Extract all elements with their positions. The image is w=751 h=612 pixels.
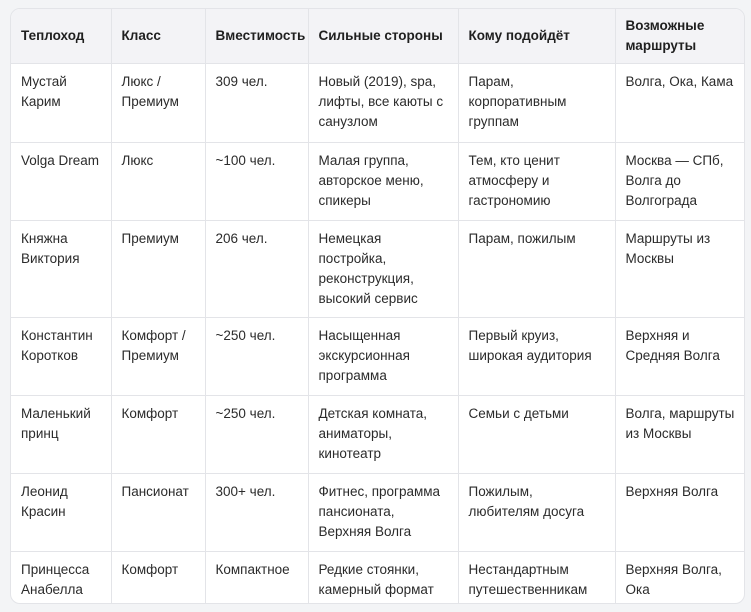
cell-class: Люкс bbox=[111, 143, 205, 221]
cell-capacity: 300+ чел. bbox=[205, 474, 308, 552]
cell-strengths: Редкие стоянки, камерный формат bbox=[308, 552, 458, 605]
cell-audience: Семьи с детьми bbox=[458, 396, 615, 474]
header-ship: Теплоход bbox=[11, 9, 111, 64]
cell-audience: Парам, корпоративным группам bbox=[458, 64, 615, 143]
cell-class: Пансионат bbox=[111, 474, 205, 552]
cell-ship: Леонид Красин bbox=[11, 474, 111, 552]
cell-class: Комфорт bbox=[111, 396, 205, 474]
cell-routes: Волга, маршруты из Москвы bbox=[615, 396, 745, 474]
cell-strengths: Фитнес, программа пансионата, Верхняя Волга bbox=[308, 474, 458, 552]
header-audience: Кому подойдёт bbox=[458, 9, 615, 64]
table-row bbox=[11, 143, 745, 221]
cell-class: Люкс / Премиум bbox=[111, 64, 205, 143]
table-row bbox=[11, 474, 745, 552]
cell-ship: Принцесса Анабелла bbox=[21, 562, 90, 597]
cell-class: Премиум bbox=[111, 221, 205, 318]
cell-ship: Константин Коротков bbox=[11, 318, 111, 396]
cell-strengths: Малая группа, авторское меню, спикеры bbox=[308, 143, 458, 221]
cell-strengths: Насыщенная экскурсионная программа bbox=[308, 318, 458, 396]
cell-class: Комфорт bbox=[111, 552, 205, 605]
cruise-ships-table bbox=[11, 9, 745, 604]
cell-class: Комфорт / Премиум bbox=[111, 318, 205, 396]
table-row bbox=[11, 552, 745, 605]
cell-capacity: 206 чел. bbox=[205, 221, 308, 318]
cell-capacity: ~250 чел. bbox=[205, 396, 308, 474]
header-capacity: Вместимость bbox=[205, 9, 308, 64]
cell-capacity: Компактное bbox=[205, 552, 308, 605]
cell-routes: Верхняя Волга bbox=[615, 474, 745, 552]
header-strengths: Сильные стороны bbox=[308, 9, 458, 64]
cell-routes: Волга, Ока, Кама bbox=[615, 64, 745, 143]
cell-strengths: Детская комната, аниматоры, кинотеатр bbox=[308, 396, 458, 474]
cell-routes: Маршруты из Москвы bbox=[615, 221, 745, 318]
cruise-ships-table-container bbox=[10, 8, 745, 604]
cell-ship: Мустай Карим bbox=[11, 64, 111, 143]
cell-audience: Парам, пожилым bbox=[458, 221, 615, 318]
table-header-row bbox=[11, 9, 745, 64]
table-row bbox=[11, 396, 745, 474]
cell-audience: Первый круиз, широкая аудитория bbox=[458, 318, 615, 396]
table-row bbox=[11, 221, 745, 318]
cell-audience: Нестандартным путешественникам bbox=[458, 552, 615, 605]
table-row bbox=[11, 64, 745, 143]
cell-ship: Volga Dream bbox=[11, 143, 111, 221]
cell-strengths: Новый (2019), spa, лифты, все каюты с санузлом bbox=[308, 64, 458, 143]
cell-capacity: ~250 чел. bbox=[205, 318, 308, 396]
table-row bbox=[11, 318, 745, 396]
cell-ship: Княжна Виктория bbox=[11, 221, 111, 318]
cell-capacity: ~100 чел. bbox=[205, 143, 308, 221]
cell-audience: Тем, кто ценит атмосферу и гастрономию bbox=[458, 143, 615, 221]
cell-strengths: Немецкая постройка, реконструкция, высокий сервис bbox=[308, 221, 458, 318]
cell-routes: Верхняя и Средняя Волга bbox=[615, 318, 745, 396]
header-routes: Возможные маршруты bbox=[615, 9, 745, 64]
cell-routes: Верхняя Волга, Ока bbox=[615, 552, 745, 605]
header-class: Класс bbox=[111, 9, 205, 64]
cell-ship: Маленький принц bbox=[11, 396, 111, 474]
cell-capacity: 309 чел. bbox=[205, 64, 308, 143]
cell-routes: Москва — СПб, Волга до Волгограда bbox=[615, 143, 745, 221]
cell-audience: Пожилым, любителям досуга bbox=[458, 474, 615, 552]
